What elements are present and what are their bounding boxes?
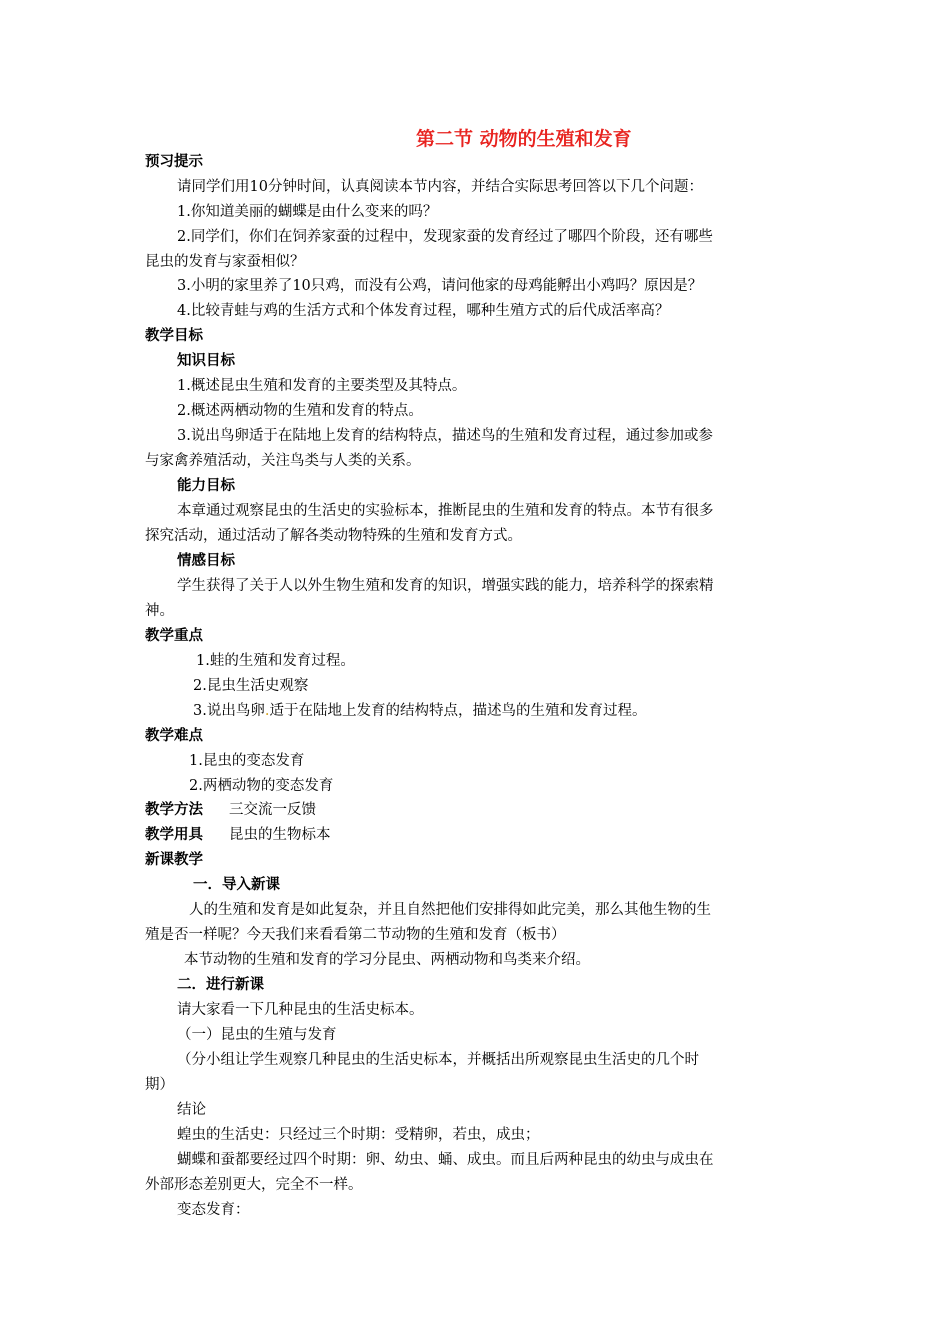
emotion-goals-heading: 情感目标 [177,553,235,569]
insect-subsection-heading: （一）昆虫的生殖与发育 [177,1027,337,1043]
key-point-3 [193,702,646,720]
preview-intro: 请同学们用10分钟时间，认真阅读本节内容，并结合实际思考回答以下几个问题： [177,179,703,195]
conclusion-label: 结论 [177,1102,206,1118]
preview-question-4: 4.比较青蛙与鸡的生活方式和个体发育过程，哪种生殖方式的后代成活率高？ [177,303,670,319]
dot-mark-icon: . [264,703,270,719]
key-point-3-part-a: 3.说出鸟卵 [193,703,265,719]
metamorphosis-label: 变态发育： [177,1202,250,1218]
lesson-section-heading: 二．进行新课 [177,977,264,993]
preview-question-2-cont: 昆虫的发育与家蚕相似？ [145,254,305,270]
goals-heading: 教学目标 [145,328,203,344]
key-points-heading: 教学重点 [145,628,203,644]
ability-goal-text: 本章通过观察昆虫的生活史的实验标本，推断昆虫的生殖和发育的特点。本节有很多 [177,503,714,519]
preview-question-2: 2.同学们，你们在饲养家蚕的过程中，发现家蚕的发育经过了哪四个阶段，还有哪些 [177,229,713,245]
intro-paragraph-1: 人的生殖和发育是如此复杂，并且自然把他们安排得如此完美，那么其他生物的生 [189,902,711,918]
tools-row [145,826,331,844]
emotion-goal-text-cont: 神。 [145,603,174,619]
new-lesson-heading: 新课教学 [145,852,203,868]
ability-goals-heading: 能力目标 [177,478,235,494]
knowledge-goal-3: 3.说出鸟卵适于在陆地上发育的结构特点，描述鸟的生殖和发育过程，通过参加或参 [177,428,713,444]
difficulties-heading: 教学难点 [145,728,203,744]
difficulty-1: 1.昆虫的变态发育 [189,753,305,769]
page-title: 第二节 动物的生殖和发育 [416,128,632,150]
lesson-paragraph-2: （分小组让学生观察几种昆虫的生活史标本，并概括出所观察昆虫生活史的几个时 [177,1052,699,1068]
knowledge-goals-heading: 知识目标 [177,353,235,369]
tools-label: 教学用具 [145,827,203,843]
intro-section-heading: 一．导入新课 [193,877,280,893]
method-label: 教学方法 [145,802,203,818]
intro-paragraph-2: 本节动物的生殖和发育的学习分昆虫、两栖动物和鸟类来介绍。 [184,952,590,968]
preview-heading: 预习提示 [145,154,203,170]
conclusion-line-1: 蝗虫的生活史：只经过三个时期：受精卵，若虫，成虫； [177,1127,540,1143]
key-point-3-part-b: 适于在陆地上发育的结构特点，描述鸟的生殖和发育过程。 [269,703,647,719]
difficulty-2: 2.两栖动物的变态发育 [189,778,334,794]
conclusion-line-2-cont: 外部形态差别更大，完全不一样。 [145,1177,363,1193]
preview-question-1: 1.你知道美丽的蝴蝶是由什么变来的吗？ [177,204,438,220]
intro-paragraph-1-cont: 殖是否一样呢？今天我们来看看第二节动物的生殖和发育（板书） [145,927,566,943]
method-row [145,801,316,819]
knowledge-goal-2: 2.概述两栖动物的生殖和发育的特点。 [177,403,423,419]
knowledge-goal-3-cont: 与家禽养殖活动，关注鸟类与人类的关系。 [145,453,421,469]
ability-goal-text-cont: 探究活动，通过活动了解各类动物特殊的生殖和发育方式。 [145,528,522,544]
lesson-paragraph-2-cont: 期） [145,1077,174,1093]
key-point-1: 1.蛙的生殖和发育过程。 [196,653,355,669]
emotion-goal-text: 学生获得了关于人以外生物生殖和发育的知识，增强实践的能力，培养科学的探索精 [177,578,714,594]
tools-value: 昆虫的生物标本 [229,827,331,843]
preview-question-3: 3.小明的家里养了10只鸡，而没有公鸡，请问他家的母鸡能孵出小鸡吗？原因是？ [177,278,703,294]
method-value: 三交流一反馈 [229,802,316,818]
lesson-paragraph-1: 请大家看一下几种昆虫的生活史标本。 [177,1002,424,1018]
key-point-2: 2.昆虫生活史观察 [193,678,309,694]
knowledge-goal-1: 1.概述昆虫生殖和发育的主要类型及其特点。 [177,378,467,394]
conclusion-line-2: 蝴蝶和蚕都要经过四个时期：卵、幼虫、蛹、成虫。而且后两种昆虫的幼虫与成虫在 [177,1152,714,1168]
